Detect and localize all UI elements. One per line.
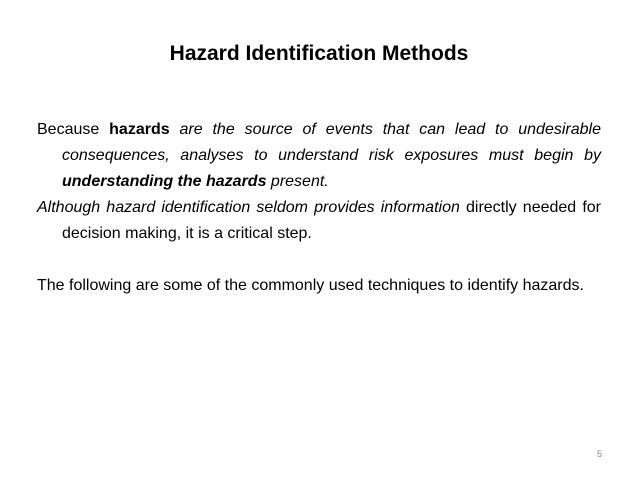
slide-body bbox=[37, 117, 601, 299]
text-hazards-bold: hazards bbox=[109, 121, 170, 138]
page-number: 5 bbox=[596, 449, 602, 459]
text-source-of-events: are the source of events that can lead to undesirable consequences, analyses to understand risk exposures must begin by bbox=[62, 121, 601, 164]
text-although: Although hazard identification seldom provides information bbox=[37, 199, 460, 216]
paragraph-techniques bbox=[37, 273, 601, 299]
text-directly-needed: directly needed for decision making, it is a critical step. bbox=[62, 199, 601, 242]
paragraph-critical-step bbox=[37, 195, 601, 247]
text-following: The following are some of the commonly used techniques to identify hazards. bbox=[37, 277, 584, 294]
text-understanding-hazards: understanding the hazards bbox=[62, 173, 267, 190]
paragraph-hazards-source bbox=[37, 117, 601, 195]
text-because: Because bbox=[37, 121, 110, 138]
slide-title: Hazard Identification Methods bbox=[169, 42, 469, 65]
text-present: present. bbox=[266, 173, 329, 190]
